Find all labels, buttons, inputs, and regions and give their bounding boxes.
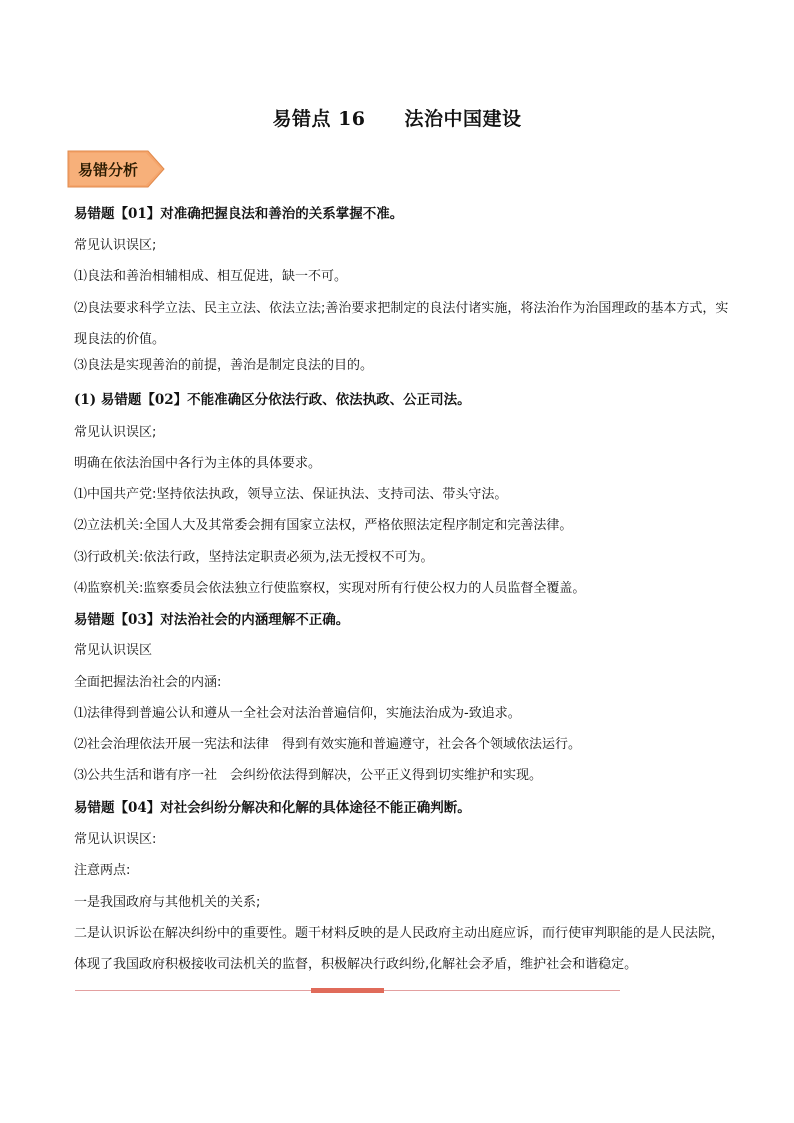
- content-line: ⑵良法要求科学立法、民主立法、依法立法;善治要求把制定的良法付诸实施，将法治作为治国理政的基本方式，实现良法的价值。: [74, 301, 729, 347]
- footer-divider-accent: [311, 988, 384, 993]
- content-line: ⑶公共生活和谐有序一社 会纠纷依法得到解决，公平正义得到切实维护和实现。: [74, 768, 543, 783]
- content-line: ⑴法律得到普遍公认和遵从一全社会对法治普遍信仰，实施法治成为-致追求。: [74, 706, 521, 721]
- content-line: ⑷监察机关:监察委员会依法独立行使监察权，实现对所有行使公权力的人员监督全覆盖。: [74, 581, 586, 596]
- content-line: 明确在依法治国中各行为主体的具体要求。: [74, 456, 322, 471]
- content-line: 全面把握法治社会的内涵:: [74, 675, 222, 690]
- content-line: 一是我国政府与其他机关的关系;: [74, 895, 261, 910]
- content-line: 常见认识误区;: [74, 238, 157, 253]
- content-line: 注意两点:: [74, 863, 131, 878]
- section-badge: [66, 148, 166, 190]
- content-line: 常见认识误区:: [74, 832, 157, 847]
- page-title: 易错点 16 法治中国建设: [272, 108, 522, 130]
- question-heading: 易错题【01】对准确把握良法和善治的关系掌握不准。: [74, 206, 404, 222]
- content-line: ⑴良法和善治相辅相成、相互促进，缺一不可。: [74, 269, 348, 284]
- question-heading: 易错题【04】对社会纠纷分解决和化解的具体途径不能正确判断。: [74, 800, 471, 816]
- question-heading: (1) 易错题【02】不能准确区分依法行政、依法执政、公正司法。: [74, 392, 471, 408]
- content-line: 二是认识诉讼在解决纠纷中的重要性。题干材料反映的是人民政府主动出庭应诉，而行使审判职能的是人民法院，体现了我国政府积极接收司法机关的监督，积极解决行政纠纷,化解社会矛盾，维护社会和谐稳定。: [74, 926, 725, 972]
- content-line: 常见认识误区;: [74, 425, 157, 440]
- content-line: ⑵社会治理依法开展一宪法和法律 得到有效实施和普遍遵守，社会各个领域依法运行。: [74, 737, 582, 752]
- content-line: ⑶行政机关:依法行政，坚持法定职责必须为,法无授权不可为。: [74, 550, 434, 565]
- content-line: ⑶良法是实现善治的前提，善治是制定良法的目的。: [74, 358, 374, 373]
- content-line: ⑴中国共产党:坚持依法执政，领导立法、保证执法、支持司法、带头守法。: [74, 487, 508, 502]
- question-heading: 易错题【03】对法治社会的内涵理解不正确。: [74, 612, 350, 628]
- section-badge-label: 易错分析: [78, 161, 139, 179]
- content-line: ⑵立法机关:全国人大及其常委会拥有国家立法权，严格依照法定程序制定和完善法律。: [74, 518, 573, 533]
- content-line: 常见认识误区: [74, 643, 153, 658]
